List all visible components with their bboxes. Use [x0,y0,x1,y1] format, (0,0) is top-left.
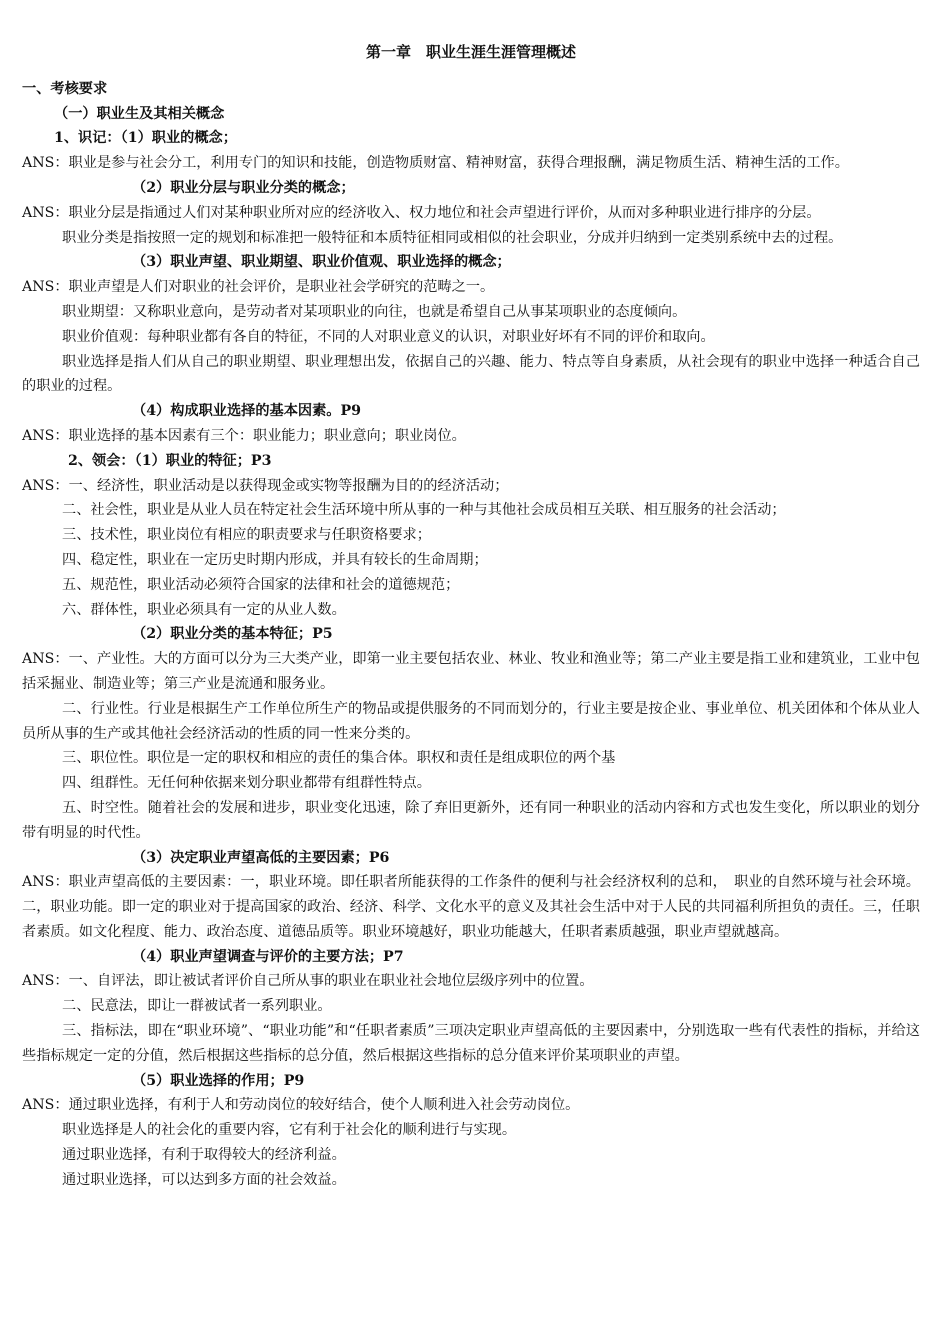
answer-paragraph: ANS：一、产业性。大的方面可以分为三大类产业，即第一业主要包括农业、林业、牧业和渔业等；第二产业主要是指工业和建筑业，工业中包括采掘业、制造业等；第三产业是流通和服务业。 [22,651,920,692]
answer-paragraph: 通过职业选择，有利于取得较大的经济利益。 [62,1147,346,1164]
question-heading: （3）决定职业声望高低的主要因素；P6 [132,849,390,866]
answer-paragraph: 四、稳定性，职业在一定历史时期内形成，并具有较长的生命周期； [62,551,488,568]
answer-paragraph: ANS：职业分层是指通过人们对某种职业所对应的经济收入、权力地位和社会声望进行评价，从而对多种职业进行排序的分层。 [22,204,821,221]
answer-paragraph: 三、技术性，职业岗位有相应的职责要求与任职资格要求； [62,527,431,544]
answer-paragraph: ANS：职业是参与社会分工，利用专门的知识和技能，创造物质财富、精神财富，获得合理报酬，满足物质生活、精神生活的工作。 [22,155,849,172]
answer-paragraph: 五、规范性，职业活动必须符合国家的法律和社会的道德规范； [62,576,460,593]
answer-paragraph: 六、群体性，职业必须具有一定的从业人数。 [62,601,346,618]
answer-paragraph: 三、指标法，即在“职业环境”、“职业功能”和“任职者素质”三项决定职业声望高低的主要因素中，分别选取一些有代表性的指标，并给这些指标规定一定的分值，然后根据这些指标的总分值，然后根据这些指标的总分值来评价某项职业的声望。 [22,1023,920,1064]
answer-paragraph: ANS：一、经济性，职业活动是以获得现金或实物等报酬为目的的经济活动； [22,477,509,494]
answer-paragraph: 四、组群性。无任何种依据来划分职业都带有组群性特点。 [62,775,431,792]
question-heading: （3）职业声望、职业期望、职业价值观、职业选择的概念； [132,254,511,271]
answer-paragraph: 二、行业性。行业是根据生产工作单位所生产的物品或提供服务的不同而划分的，行业主要是按企业、事业单位、机关团体和个体从业人员所从事的生产或其他社会经济活动的性质的同一性来分类的。 [22,700,920,742]
answer-paragraph: 二、社会性，职业是从业人员在特定社会生活环境中所从事的一种与其他社会成员相互关联、相互服务的社会活动； [62,502,786,519]
answer-paragraph: ANS：职业声望高低的主要因素：一，职业环境。即任职者所能获得的工作条件的便利与社会经济权利的总和， 职业的自然环境与社会环境。二，职业功能。即一定的职业对于提高国家的政治、经济、科学、文化水平的意义及其社会生活中对于人民的共同福利所担负的责任。三，任职者素质。如文化程度、能力、政治态度、道德品质等。职业环境越好，职业功能越大，任职者素质越强，职业声望就越高。 [22,874,920,940]
answer-paragraph: ANS：通过职业选择，有利于人和劳动岗位的较好结合，使个人顺利进入社会劳动岗位。 [22,1097,580,1114]
chapter-title: 第一章 职业生涯生涯管理概述 [365,43,576,61]
question-heading: （2）职业分类的基本特征；P5 [132,626,333,643]
answer-paragraph: ANS：职业声望是人们对职业的社会评价，是职业社会学研究的范畴之一。 [22,279,495,296]
question-heading: （5）职业选择的作用；P9 [132,1072,305,1089]
question-heading: （4）构成职业选择的基本因素。P9 [132,403,362,420]
answer-paragraph: ANS：职业选择的基本因素有三个：职业能力；职业意向；职业岗位。 [22,427,466,444]
topic-heading-shiji: 1、识记：（1）职业的概念； [54,130,237,147]
answer-paragraph: ANS：一、自评法，即让被试者评价自己所从事的职业在职业社会地位层级序列中的位置。 [22,973,594,990]
question-heading: （4）职业声望调查与评价的主要方法；P7 [132,948,404,965]
answer-paragraph: 职业分类是指按照一定的规划和标准把一般特征和本质特征相同或相似的社会职业，分成并归纳到一定类别系统中去的过程。 [62,229,843,246]
answer-paragraph: 五、时空性。随着社会的发展和进步，职业变化迅速，除了弃旧更新外，还有同一种职业的活动内容和方式也发生变化，所以职业的划分带有明显的时代性。 [22,799,920,841]
question-heading: （2）职业分层与职业分类的概念； [132,179,355,196]
answer-paragraph: 职业选择是人的社会化的重要内容，它有利于社会化的顺利进行与实现。 [62,1122,517,1139]
section-heading: 一、考核要求 [22,80,108,97]
answer-paragraph: 二、民意法，即让一群被试者一系列职业。 [62,998,332,1015]
topic-heading-linghui: 2、领会：（1）职业的特征；P3 [68,452,272,469]
answer-paragraph: 通过职业选择，可以达到多方面的社会效益。 [62,1171,346,1188]
answer-paragraph: 职业期望：又称职业意向，是劳动者对某项职业的向往，也就是希望自己从事某项职业的态度倾向。 [62,303,687,320]
answer-paragraph: 职业选择是指人们从自己的职业期望、职业理想出发，依据自己的兴趣、能力、特点等自身素质，从社会现有的职业中选择一种适合自己的职业的过程。 [22,353,920,395]
answer-paragraph: 三、职位性。职位是一定的职权和相应的责任的集合体。职权和责任是组成职位的两个基 [62,750,616,767]
answer-paragraph: 职业价值观：每种职业都有各自的特征，不同的人对职业意义的认识，对职业好坏有不同的评价和取向。 [62,328,715,345]
subsection-heading: （一）职业生及其相关概念 [54,105,225,122]
